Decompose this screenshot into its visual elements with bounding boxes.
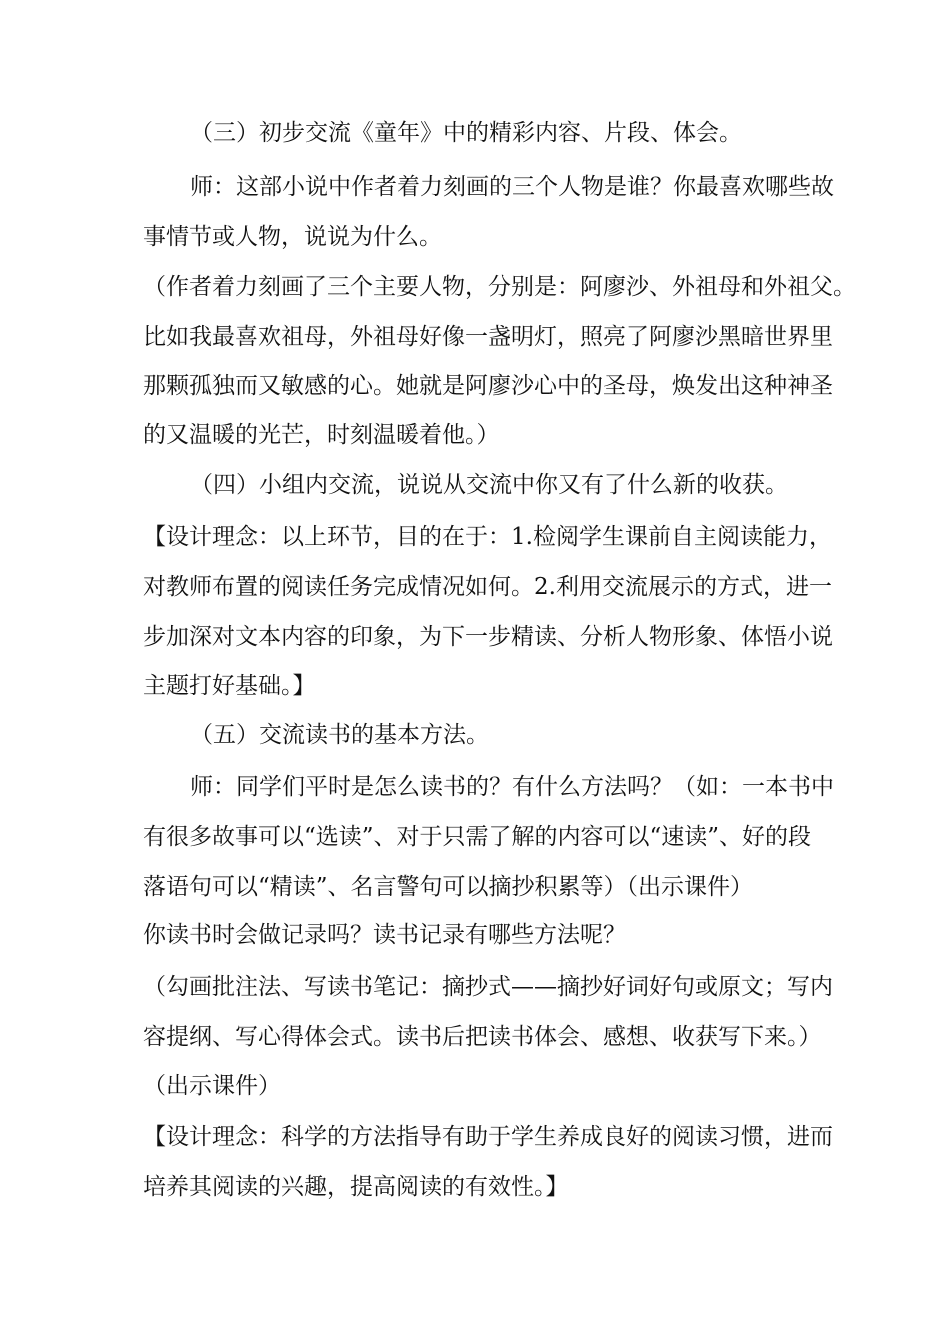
teacher-question-2-cont-1: 有很多故事可以“选读”、对于只需了解的内容可以“速读”、好的段 [143, 824, 812, 850]
design-note-2-cont: 培养其阅读的兴趣，提高阅读的有效性。】 [143, 1174, 569, 1200]
answer-paragraph-cont-1: 比如我最喜欢祖母，外祖母好像一盏明灯，照亮了阿廖沙黑暗世界里 [143, 324, 833, 350]
teacher-question-2: 师：同学们平时是怎么读书的？有什么方法吗？（如：一本书中 [190, 774, 834, 800]
design-note-2: 【设计理念：科学的方法指导有助于学生养成良好的阅读习惯，进而 [143, 1124, 833, 1150]
teacher-question-cont: 事情节或人物，说说为什么。 [143, 224, 442, 250]
design-note-1: 【设计理念：以上环节，目的在于：1.检阅学生课前自主阅读能力， [143, 524, 832, 550]
answer-paragraph-cont-2: 那颗孤独而又敏感的心。她就是阿廖沙心中的圣母，焕发出这种神圣 [143, 373, 833, 399]
answer-paragraph: （作者着力刻画了三个主要人物，分别是：阿廖沙、外祖母和外祖父。 [143, 274, 856, 300]
reading-record-question: 你读书时会做记录吗？读书记录有哪些方法呢？ [143, 922, 626, 948]
teacher-question: 师：这部小说中作者着力刻画的三个人物是谁？你最喜欢哪些故 [190, 174, 834, 200]
reading-record-answer-cont: 容提纲、写心得体会式。读书后把读书体会、感想、收获写下来。） [143, 1024, 822, 1050]
answer-paragraph-cont-3: 的又温暖的光芒，时刻温暖着他。） [143, 422, 500, 448]
reading-record-answer: （勾画批注法、写读书笔记：摘抄式——摘抄好词好句或原文；写内 [143, 974, 833, 1000]
section-heading-3: （三）初步交流《童年》中的精彩内容、片段、体会。 [190, 120, 742, 146]
show-courseware-note: （出示课件） [143, 1073, 281, 1099]
section-heading-4: （四）小组内交流，说说从交流中你又有了什么新的收获。 [190, 472, 788, 498]
design-note-1-cont-3: 主题打好基础。】 [143, 673, 316, 699]
design-note-1-cont-1: 对教师布置的阅读任务完成情况如何。2.利用交流展示的方式，进一 [143, 574, 832, 600]
design-note-1-cont-2: 步加深对文本内容的印象，为下一步精读、分析人物形象、体悟小说 [143, 624, 833, 650]
section-heading-5: （五）交流读书的基本方法。 [190, 722, 489, 748]
teacher-question-2-cont-2: 落语句可以“精读”、名言警句可以摘抄积累等）（出示课件） [143, 874, 754, 900]
